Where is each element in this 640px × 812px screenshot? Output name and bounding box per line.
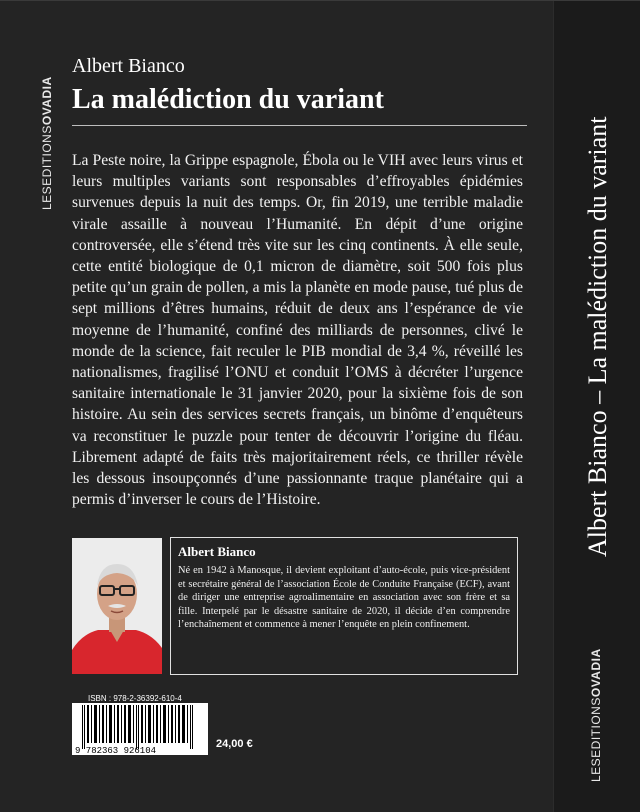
spine-publisher-prefix: LESEDITIONS [589,697,603,782]
isbn-label: ISBN : 978-2-36392-610-4 [88,694,182,703]
top-edge-line [0,0,640,1]
barcode-bars [82,705,193,749]
title-divider [72,125,527,126]
barcode [72,703,208,755]
spine-title: Albert Bianco – La malédiction du variant [583,116,612,557]
blurb-text: La Peste noire, la Grippe espagnole, Ébola ou le VIH avec leurs virus et leurs multiples variants sont responsables d’effroyables épidémies survenues depuis la nuit des temps. Or, fin 2019, une terrible maladie virale assaille à nouveau l’Humanité. En dépit d’une origine controversée, elle s’étend très vite sur les cinq continents. À elle seule, cette entité biologique de 0,1 micron de diamètre, soit 500 fois plus petite qu’un grain de pollen, a mis la planète en mode pause, tué plus de sept millions d’êtres humains, réduit de deux ans l’espérance de vie moyenne de l’humanité, confiné des milliards de personnes, clivé le monde de la science, fait reculer le PIB mondial de 3,4 %, réveillé les nationalismes, fragilisé l’ONU et conduit l’OMS à décréter l’urgence sanitaire internationale le 31 janvier 2020, pour la sixième fois de son histoire. Au sein des services secrets français, un binôme d’enquêteurs va reconstituer le puzzle pour tenter de découvrir l’origine du fléau. Librement adapté de faits très majoritairement réels, ce thriller révèle les dessous insoupçonnés d’une passionnante traque planétaire qui a permis d’inverser le cours de l’Histoire. [72,152,523,509]
price: 24,00 € [216,738,253,750]
publisher-name: OVADIA [40,76,54,126]
bio-text: Né en 1942 à Manosque, il devient exploitant d’auto-école, puis vice-président et secrétaire général de l’association École de Conduite Française (ECF), avant de diriger une entreprise agroalimentaire en association avec son frère et sa fille. Interpelé par le désastre sanitaire de 2020, il décide d’en comprendre l’enchaînement et commence à mener l’enquête en plein confinement. [178,565,510,631]
book-title: La malédiction du variant [72,84,384,115]
barcode-number: 9 782363 926104 [75,746,157,755]
bio-author-name: Albert Bianco [178,544,256,559]
author-photo [72,538,162,674]
publisher-prefix: LESEDITIONS [40,125,54,210]
publisher-logo-spine [589,612,603,782]
author-bio-box [170,537,518,675]
author-name: Albert Bianco [72,55,185,77]
publisher-logo-back [40,40,54,210]
barcode-graphic [72,703,208,755]
spine-publisher-name: OVADIA [589,648,603,698]
